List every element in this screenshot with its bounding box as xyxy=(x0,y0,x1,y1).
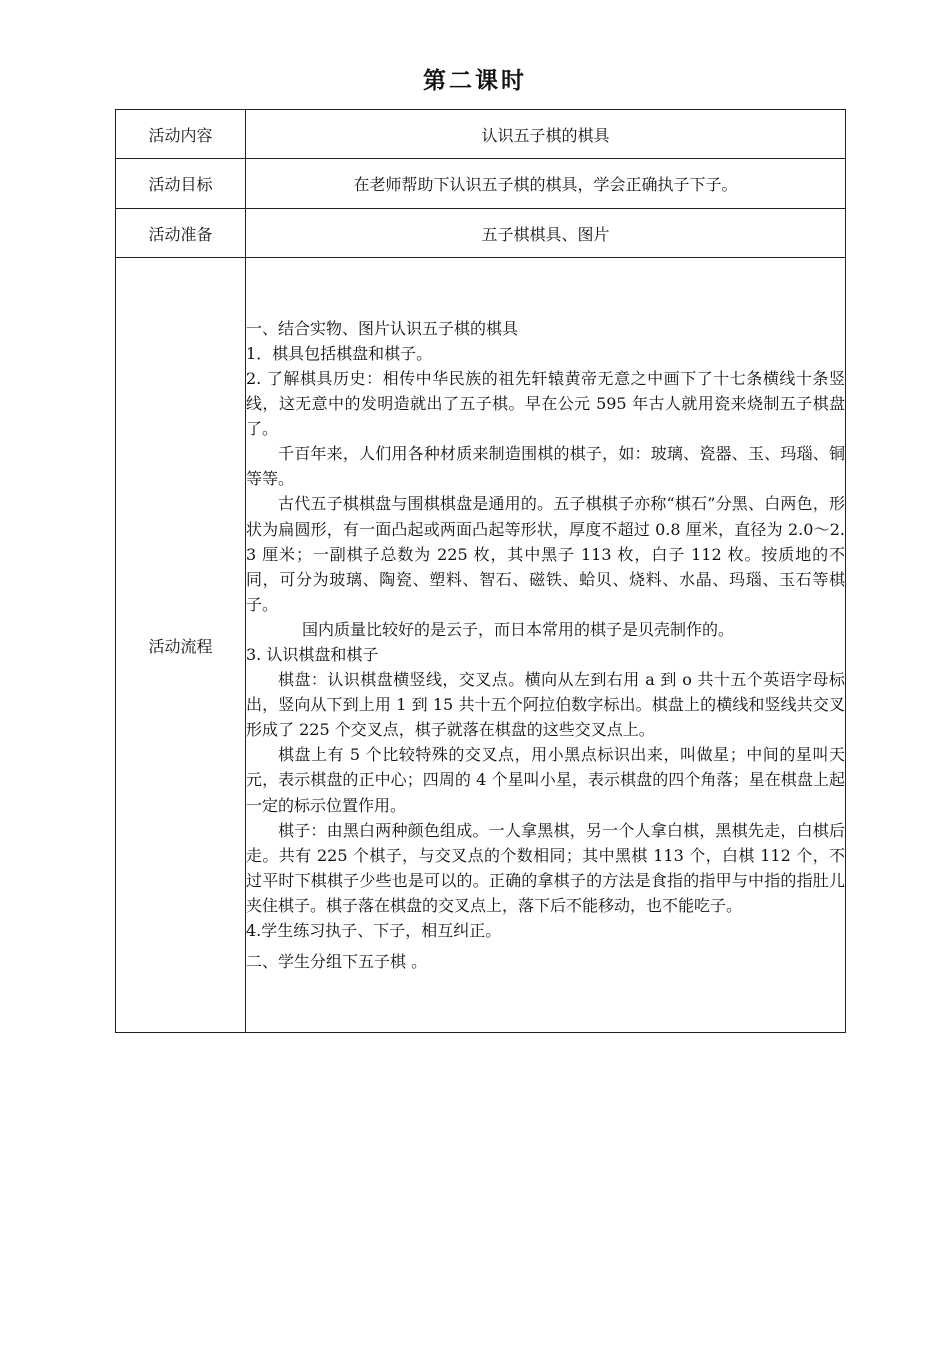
row-value: 五子棋棋具、图片 xyxy=(246,209,846,258)
table-row-goal xyxy=(116,159,846,209)
row-label: 活动流程 xyxy=(116,258,246,1033)
flow-paragraph: 3. 认识棋盘和棋子 xyxy=(246,645,379,664)
row-label: 活动目标 xyxy=(116,159,246,209)
flow-paragraph: 1．棋具包括棋盘和棋子。 xyxy=(246,343,433,363)
row-value: 在老师帮助下认识五子棋的棋具，学会正确执子下子。 xyxy=(246,159,846,209)
table-row-content xyxy=(116,110,846,159)
lesson-plan-table xyxy=(115,109,846,1033)
row-label: 活动准备 xyxy=(116,209,246,258)
flow-paragraph: 2. 了解棋具历史：相传中华民族的祖先轩辕黄帝无意之中画下了十七条横线十条竖线，这无意中的发明造就出了五子棋。早在公元 595 年古人就用瓷来烧制五子棋盘了。 xyxy=(246,368,845,439)
row-value: 认识五子棋的棋具 xyxy=(246,110,846,159)
row-label: 活动内容 xyxy=(116,110,246,159)
flow-paragraph: 古代五子棋棋盘与围棋棋盘是通用的。五子棋棋子亦称“棋石”分黑、白两色，形状为扁圆形，有一面凸起或两面凸起等形状，厚度不超过 0.8 厘米，直径为 2.0～2.3 厘米；一副棋子总数为 225 枚，其中黑子 113 枚，白子 112 枚。按质地的不同，可分为玻璃、陶瓷、塑料、智石、磁铁、蛤贝、烧料、水晶、玛瑙、玉石等棋子。 xyxy=(246,494,845,614)
flow-content xyxy=(246,258,846,1033)
flow-paragraph: 国内质量比较好的是云子，而日本常用的棋子是贝壳制作的。 xyxy=(302,619,735,639)
flow-paragraph: 棋子：由黑白两种颜色组成。一人拿黑棋，另一个人拿白棋，黑棋先走，白棋后走。共有 225 个棋子，与交叉点的个数相同；其中黑棋 113 个，白棋 112 个，不过平时下棋棋子少些也是可以的。正确的拿棋子的方法是食指的指甲与中指的指肚儿夹住棋子。棋子落在棋盘的交叉点上，落下后不能移动，也不能吃子。 xyxy=(246,820,845,915)
table-row-preparation xyxy=(116,209,846,258)
table-row-flow xyxy=(116,258,846,1033)
flow-paragraph: 4.学生练习执子、下子，相互纠正。 xyxy=(246,921,502,941)
flow-paragraph: 千百年来，人们用各种材质来制造围棋的棋子，如：玻璃、瓷器、玉、玛瑙、铜等等。 xyxy=(246,444,845,489)
flow-section-heading: 二、学生分组下五子棋 。 xyxy=(246,952,428,972)
flow-section-heading: 一、结合实物、图片认识五子棋的棋具 xyxy=(246,318,519,338)
flow-paragraph: 棋盘：认识棋盘横竖线，交叉点。横向从左到右用 a 到 o 共十五个英语字母标出，竖向从下到上用 1 到 15 共十五个阿拉伯数字标出。棋盘上的横线和竖线共交叉形成了 225 个交叉点，棋子就落在棋盘的这些交叉点上。 xyxy=(246,670,845,740)
flow-paragraph: 棋盘上有 5 个比较特殊的交叉点，用小黑点标识出来，叫做星；中间的星叫天元，表示棋盘的正中心；四周的 4 个星叫小星，表示棋盘的四个角落；星在棋盘上起一定的标示位置作用。 xyxy=(246,745,845,815)
page-title: 第二课时 xyxy=(423,67,527,94)
